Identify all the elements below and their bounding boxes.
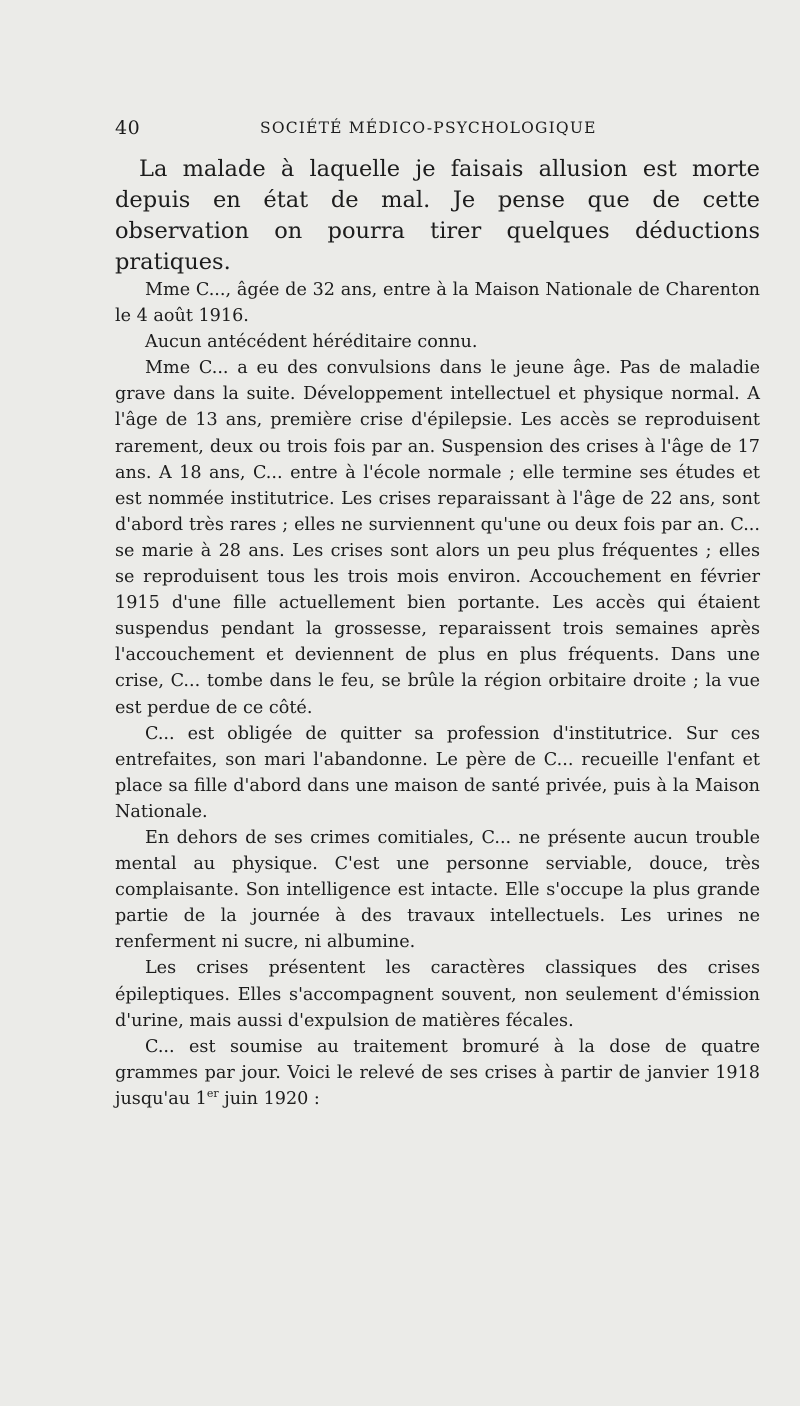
running-head: SOCIÉTÉ MÉDICO-PSYCHOLOGIQUE: [260, 119, 597, 137]
superscript-er: er: [206, 1087, 219, 1101]
case-paragraph-treatment: [115, 1034, 760, 1112]
case-paragraph-profession: C... est obligée de quitter sa profession d'institutrice. Sur ces entrefaites, son mari l'abandonne. Le père de C... recueille l'enfant et place sa fille d'abord dans une maison de santé privée, puis à la Maison Nationale.: [115, 723, 760, 822]
intro-section: [115, 154, 760, 278]
case-report: [115, 277, 760, 1112]
page-header: [115, 117, 635, 141]
case-paragraph-mental-state: En dehors de ses crimes comitiales, C... ne présente aucun trouble mental au physique. C'est une personne serviable, douce, très complaisante. Son intelligence est intacte. Elle s'occupe la plus grande partie de la journée à des travaux intellectuels. Les urines ne renferment ni sucre, ni albumine.: [115, 827, 760, 953]
case-paragraph-seizures: Les crises présentent les caractères classiques des crises épileptiques. Elles s'accompagnent souvent, non seulement d'émission d'urine, mais aussi d'expulsion de matières fécales.: [115, 958, 760, 1031]
case-paragraph-admission: Mme C..., âgée de 32 ans, entre à la Maison Nationale de Charenton le 4 août 1916.: [115, 280, 760, 327]
case-paragraph-history: Mme C... a eu des convulsions dans le jeune âge. Pas de maladie grave dans la suite. Développement intellectuel et physique normal. A l'âge de 13 ans, première crise d'épilepsie. Les accès se reproduisent rarement, deux ou trois fois par an. Suspension des crises à l'âge de 17 ans. A 18 ans, C... entre à l'école normale ; elle termine ses études et est nommée institutrice. Les crises reparaissant à l'âge de 22 ans, sont d'abord très rares ; elles ne surviennent qu'une ou deux fois par an. C... se marie à 28 ans. Les crises sont alors un peu plus fréquentes ; elles se reproduisent tous les trois mois environ. Accouchement en février 1915 d'une fille actuellement bien portante. Les accès qui étaient suspendus pendant la grossesse, reparaissent trois semaines après l'accouchement et deviennent de plus en plus fréquents. Dans une crise, C... tombe dans le feu, se brûle la région orbitaire droite ; la vue est perdue de ce côté.: [115, 358, 760, 718]
treatment-text-start: C... est soumise au traitement bromuré à la dose de quatre grammes par jour. Voici le relevé de ses crises à partir de janvier 1918 jusqu'au 1: [115, 1036, 760, 1109]
case-paragraph-heredity: Aucun antécédent héréditaire connu.: [145, 332, 478, 353]
page-number: 40: [115, 117, 141, 139]
treatment-text-end: juin 1920 :: [218, 1088, 320, 1109]
intro-paragraph: La malade à laquelle je faisais allusion est morte depuis en état de mal. Je pense que de cette observation on pourra tirer quelques déductions pratiques.: [115, 156, 760, 275]
